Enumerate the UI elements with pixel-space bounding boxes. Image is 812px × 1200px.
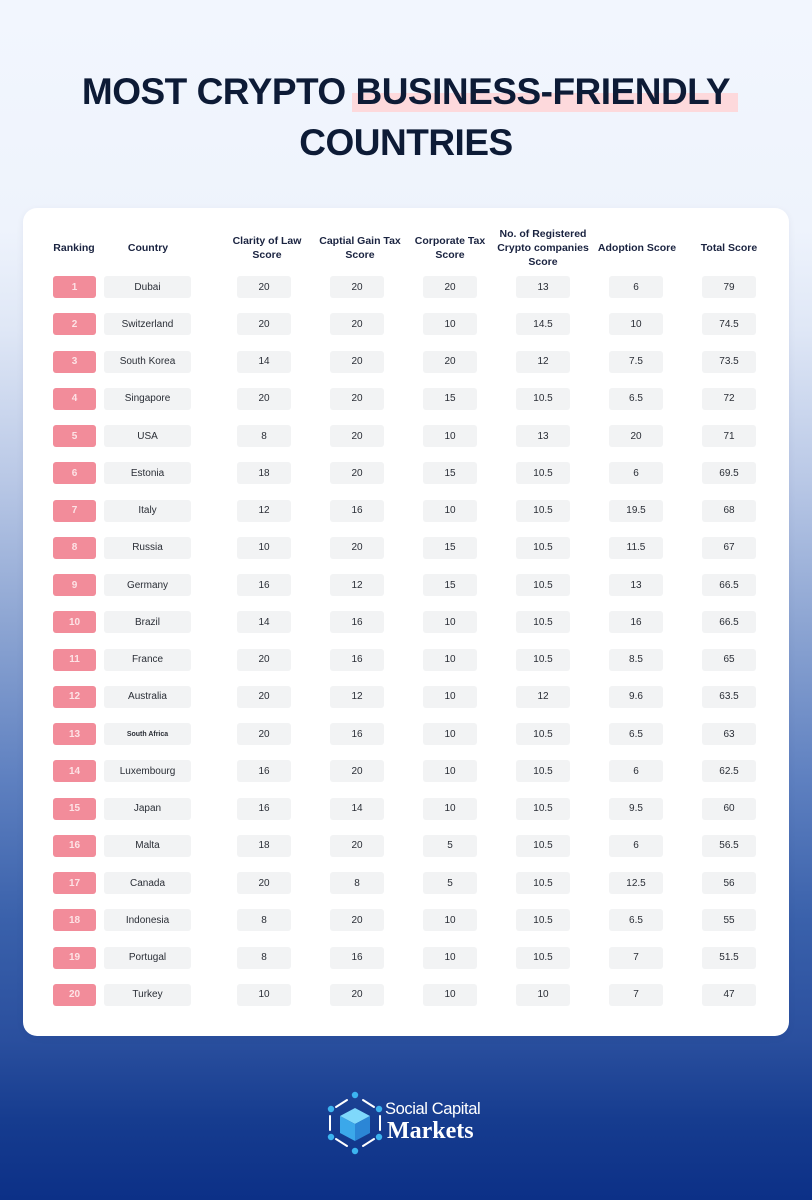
capital-gain-cell: 20 xyxy=(330,462,384,484)
adoption-cell: 6.5 xyxy=(609,723,663,745)
registered-companies-cell: 10.5 xyxy=(516,388,570,410)
corporate-tax-cell: 10 xyxy=(423,686,477,708)
header-corporate-tax: Corporate Tax Score xyxy=(414,235,486,261)
capital-gain-cell: 16 xyxy=(330,947,384,969)
capital-gain-cell: 20 xyxy=(330,835,384,857)
corporate-tax-cell: 15 xyxy=(423,462,477,484)
clarity-law-cell: 18 xyxy=(237,462,291,484)
logo-line2: Markets xyxy=(387,1118,474,1144)
table-row xyxy=(23,276,789,298)
country-cell: Luxembourg xyxy=(104,760,191,782)
corporate-tax-cell: 10 xyxy=(423,798,477,820)
country-cell: Italy xyxy=(104,500,191,522)
capital-gain-cell: 12 xyxy=(330,686,384,708)
registered-companies-cell: 10.5 xyxy=(516,723,570,745)
table-row xyxy=(23,500,789,522)
country-cell: South Africa xyxy=(104,723,191,745)
capital-gain-cell: 20 xyxy=(330,351,384,373)
capital-gain-cell: 14 xyxy=(330,798,384,820)
clarity-law-cell: 20 xyxy=(237,723,291,745)
adoption-cell: 9.6 xyxy=(609,686,663,708)
rank-badge: 6 xyxy=(53,462,96,484)
capital-gain-cell: 20 xyxy=(330,388,384,410)
adoption-cell: 16 xyxy=(609,611,663,633)
rank-badge: 10 xyxy=(53,611,96,633)
country-cell: Dubai xyxy=(104,276,191,298)
total-score-cell: 56.5 xyxy=(702,835,756,857)
table-row xyxy=(23,313,789,335)
total-score-cell: 63 xyxy=(702,723,756,745)
corporate-tax-cell: 10 xyxy=(423,611,477,633)
rank-badge: 13 xyxy=(53,723,96,745)
rank-badge: 9 xyxy=(53,574,96,596)
clarity-law-cell: 8 xyxy=(237,909,291,931)
table-row xyxy=(23,537,789,559)
header-capital-gain: Captial Gain Tax Score xyxy=(319,235,401,261)
rank-badge: 5 xyxy=(53,425,96,447)
adoption-cell: 10 xyxy=(609,313,663,335)
registered-companies-cell: 10.5 xyxy=(516,574,570,596)
table-row xyxy=(23,872,789,894)
registered-companies-cell: 10.5 xyxy=(516,872,570,894)
total-score-cell: 60 xyxy=(702,798,756,820)
adoption-cell: 6.5 xyxy=(609,909,663,931)
rank-badge: 7 xyxy=(53,500,96,522)
registered-companies-cell: 10.5 xyxy=(516,909,570,931)
total-score-cell: 56 xyxy=(702,872,756,894)
title-line2: COUNTRIES xyxy=(299,122,513,163)
adoption-cell: 6.5 xyxy=(609,388,663,410)
table-row xyxy=(23,574,789,596)
country-cell: Indonesia xyxy=(104,909,191,931)
corporate-tax-cell: 10 xyxy=(423,500,477,522)
page-title xyxy=(0,66,812,168)
clarity-law-cell: 14 xyxy=(237,351,291,373)
country-cell: Portugal xyxy=(104,947,191,969)
total-score-cell: 72 xyxy=(702,388,756,410)
total-score-cell: 66.5 xyxy=(702,574,756,596)
total-score-cell: 47 xyxy=(702,984,756,1006)
total-score-cell: 79 xyxy=(702,276,756,298)
registered-companies-cell: 10.5 xyxy=(516,649,570,671)
table-row xyxy=(23,760,789,782)
rank-badge: 2 xyxy=(53,313,96,335)
adoption-cell: 6 xyxy=(609,760,663,782)
logo-line1: Social Capital xyxy=(385,1100,481,1118)
capital-gain-cell: 20 xyxy=(330,909,384,931)
clarity-law-cell: 16 xyxy=(237,574,291,596)
country-cell: France xyxy=(104,649,191,671)
header-total: Total Score xyxy=(700,242,758,254)
rank-badge: 12 xyxy=(53,686,96,708)
adoption-cell: 7.5 xyxy=(609,351,663,373)
adoption-cell: 13 xyxy=(609,574,663,596)
table-row xyxy=(23,798,789,820)
capital-gain-cell: 20 xyxy=(330,760,384,782)
capital-gain-cell: 20 xyxy=(330,425,384,447)
clarity-law-cell: 12 xyxy=(237,500,291,522)
table-row xyxy=(23,835,789,857)
clarity-law-cell: 10 xyxy=(237,537,291,559)
table-row xyxy=(23,947,789,969)
rank-badge: 3 xyxy=(53,351,96,373)
country-cell: Russia xyxy=(104,537,191,559)
capital-gain-cell: 16 xyxy=(330,500,384,522)
adoption-cell: 8.5 xyxy=(609,649,663,671)
corporate-tax-cell: 10 xyxy=(423,909,477,931)
registered-companies-cell: 10.5 xyxy=(516,947,570,969)
registered-companies-cell: 10.5 xyxy=(516,500,570,522)
clarity-law-cell: 16 xyxy=(237,798,291,820)
corporate-tax-cell: 10 xyxy=(423,425,477,447)
header-clarity-law: Clarity of Law Score xyxy=(232,235,302,261)
title-part1: MOST CRYPTO xyxy=(81,71,356,112)
capital-gain-cell: 8 xyxy=(330,872,384,894)
table-row xyxy=(23,649,789,671)
clarity-law-cell: 20 xyxy=(237,313,291,335)
adoption-cell: 12.5 xyxy=(609,872,663,894)
registered-companies-cell: 12 xyxy=(516,351,570,373)
capital-gain-cell: 16 xyxy=(330,649,384,671)
rank-badge: 1 xyxy=(53,276,96,298)
country-cell: Turkey xyxy=(104,984,191,1006)
adoption-cell: 6 xyxy=(609,835,663,857)
table-row xyxy=(23,388,789,410)
rank-badge: 15 xyxy=(53,798,96,820)
rank-badge: 14 xyxy=(53,760,96,782)
header-registered-companies: No. of Registered Crypto companies Score xyxy=(497,228,589,268)
registered-companies-cell: 13 xyxy=(516,425,570,447)
registered-companies-cell: 10.5 xyxy=(516,835,570,857)
table-row xyxy=(23,462,789,484)
table-row xyxy=(23,984,789,1006)
registered-companies-cell: 10.5 xyxy=(516,611,570,633)
total-score-cell: 67 xyxy=(702,537,756,559)
table-row xyxy=(23,425,789,447)
country-cell: USA xyxy=(104,425,191,447)
rank-badge: 4 xyxy=(53,388,96,410)
country-cell: Malta xyxy=(104,835,191,857)
adoption-cell: 19.5 xyxy=(609,500,663,522)
corporate-tax-cell: 15 xyxy=(423,574,477,596)
capital-gain-cell: 16 xyxy=(330,723,384,745)
adoption-cell: 6 xyxy=(609,276,663,298)
capital-gain-cell: 20 xyxy=(330,984,384,1006)
corporate-tax-cell: 20 xyxy=(423,351,477,373)
total-score-cell: 55 xyxy=(702,909,756,931)
corporate-tax-cell: 5 xyxy=(423,835,477,857)
clarity-law-cell: 10 xyxy=(237,984,291,1006)
clarity-law-cell: 14 xyxy=(237,611,291,633)
capital-gain-cell: 16 xyxy=(330,611,384,633)
clarity-law-cell: 20 xyxy=(237,276,291,298)
total-score-cell: 74.5 xyxy=(702,313,756,335)
country-cell: Japan xyxy=(104,798,191,820)
registered-companies-cell: 10 xyxy=(516,984,570,1006)
corporate-tax-cell: 10 xyxy=(423,649,477,671)
clarity-law-cell: 20 xyxy=(237,388,291,410)
country-cell: Canada xyxy=(104,872,191,894)
corporate-tax-cell: 10 xyxy=(423,760,477,782)
rank-badge: 16 xyxy=(53,835,96,857)
rank-badge: 18 xyxy=(53,909,96,931)
clarity-law-cell: 16 xyxy=(237,760,291,782)
table-row xyxy=(23,611,789,633)
registered-companies-cell: 12 xyxy=(516,686,570,708)
capital-gain-cell: 20 xyxy=(330,537,384,559)
total-score-cell: 66.5 xyxy=(702,611,756,633)
total-score-cell: 65 xyxy=(702,649,756,671)
rank-badge: 11 xyxy=(53,649,96,671)
capital-gain-cell: 12 xyxy=(330,574,384,596)
rank-badge: 20 xyxy=(53,984,96,1006)
corporate-tax-cell: 15 xyxy=(423,388,477,410)
rank-badge: 19 xyxy=(53,947,96,969)
corporate-tax-cell: 5 xyxy=(423,872,477,894)
adoption-cell: 11.5 xyxy=(609,537,663,559)
title-highlight: BUSINESS-FRIENDLY xyxy=(355,66,730,117)
header-country: Country xyxy=(127,242,169,254)
corporate-tax-cell: 10 xyxy=(423,947,477,969)
clarity-law-cell: 18 xyxy=(237,835,291,857)
adoption-cell: 7 xyxy=(609,947,663,969)
adoption-cell: 20 xyxy=(609,425,663,447)
capital-gain-cell: 20 xyxy=(330,313,384,335)
corporate-tax-cell: 10 xyxy=(423,313,477,335)
country-cell: Germany xyxy=(104,574,191,596)
total-score-cell: 73.5 xyxy=(702,351,756,373)
clarity-law-cell: 8 xyxy=(237,947,291,969)
corporate-tax-cell: 10 xyxy=(423,984,477,1006)
registered-companies-cell: 10.5 xyxy=(516,462,570,484)
brand-logo xyxy=(325,1090,495,1156)
adoption-cell: 6 xyxy=(609,462,663,484)
ranking-table-card xyxy=(23,208,789,1036)
total-score-cell: 62.5 xyxy=(702,760,756,782)
total-score-cell: 63.5 xyxy=(702,686,756,708)
total-score-cell: 68 xyxy=(702,500,756,522)
header-adoption: Adoption Score xyxy=(597,242,677,254)
rank-badge: 8 xyxy=(53,537,96,559)
corporate-tax-cell: 15 xyxy=(423,537,477,559)
clarity-law-cell: 8 xyxy=(237,425,291,447)
total-score-cell: 69.5 xyxy=(702,462,756,484)
header-ranking: Ranking xyxy=(53,242,95,254)
country-cell: Brazil xyxy=(104,611,191,633)
capital-gain-cell: 20 xyxy=(330,276,384,298)
country-cell: Australia xyxy=(104,686,191,708)
table-row xyxy=(23,909,789,931)
registered-companies-cell: 14.5 xyxy=(516,313,570,335)
table-row xyxy=(23,686,789,708)
registered-companies-cell: 13 xyxy=(516,276,570,298)
table-row xyxy=(23,351,789,373)
registered-companies-cell: 10.5 xyxy=(516,760,570,782)
registered-companies-cell: 10.5 xyxy=(516,798,570,820)
registered-companies-cell: 10.5 xyxy=(516,537,570,559)
corporate-tax-cell: 20 xyxy=(423,276,477,298)
country-cell: Singapore xyxy=(104,388,191,410)
country-cell: South Korea xyxy=(104,351,191,373)
hexagon-cube-icon xyxy=(325,1090,385,1156)
country-cell: Estonia xyxy=(104,462,191,484)
clarity-law-cell: 20 xyxy=(237,872,291,894)
clarity-law-cell: 20 xyxy=(237,649,291,671)
rank-badge: 17 xyxy=(53,872,96,894)
table-row xyxy=(23,723,789,745)
clarity-law-cell: 20 xyxy=(237,686,291,708)
adoption-cell: 9.5 xyxy=(609,798,663,820)
corporate-tax-cell: 10 xyxy=(423,723,477,745)
adoption-cell: 7 xyxy=(609,984,663,1006)
total-score-cell: 71 xyxy=(702,425,756,447)
country-cell: Switzerland xyxy=(104,313,191,335)
total-score-cell: 51.5 xyxy=(702,947,756,969)
